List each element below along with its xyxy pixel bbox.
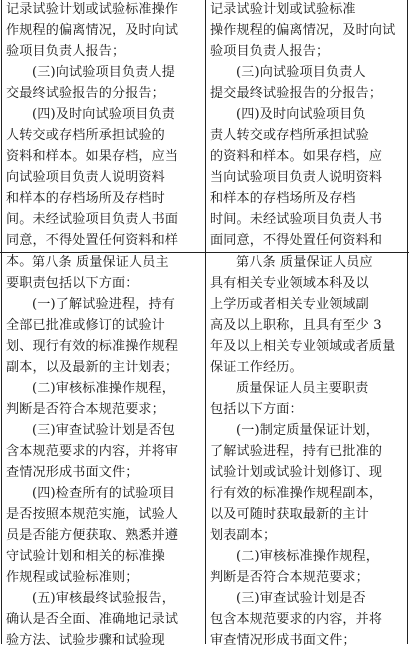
text-line: 面同意，不得处置任何资料和 — [210, 233, 383, 248]
text-line: 时间。未经试验项目负责人书 — [210, 212, 383, 227]
text-line: 查情况形成书面文件； — [6, 465, 139, 480]
text-line: 间。未经试验项目负责人书面 — [6, 212, 179, 227]
text-line: (四)检查所有的试验项目 — [32, 486, 175, 501]
text-line: (一)了解试验进程，持有 — [32, 297, 175, 312]
text-line: (三)审查试验计划是否 — [236, 591, 366, 606]
text-line: 本。 — [6, 254, 33, 269]
text-line: (二)审核标准操作规程， — [236, 549, 379, 564]
text-line: 是否按照本规范实施，试验人 — [6, 507, 179, 522]
left-bottom-cell — [6, 253, 204, 648]
text-line: 上学历或者相关专业领域副 — [210, 297, 369, 312]
article-heading: 第八条 质量保证人员应 — [236, 255, 373, 270]
text-line: 资料和样本。如果存档，应当 — [6, 149, 179, 164]
text-line: (三)向试验项目负责人提 — [32, 65, 175, 80]
text-line: 记录试验计划或试验标准 — [210, 2, 356, 17]
text-line: 确认是否全面、准确地记录试 — [6, 612, 179, 627]
text-line: 判断是否符合本规范要求； — [210, 570, 369, 585]
text-line: 含本规范要求的内容，并将审 — [6, 444, 179, 459]
text-line: 判断是否符合本规范要求； — [6, 402, 165, 417]
text-line: (四)及时向试验项目负责 — [32, 107, 175, 122]
text-line: 作规程的偏离情况，及时向试 — [6, 23, 179, 38]
text-line: 和样本的存档场所及存档时 — [6, 191, 165, 206]
text-line: 行有效的标准操作规程副本， — [210, 486, 383, 501]
text-line: 责人转交或存档所承担试验 — [210, 128, 369, 143]
text-line: 验项目负责人报告； — [210, 44, 330, 59]
text-line: 人转交或存档所承担试验的 — [6, 128, 165, 143]
text-line: 验方法、试验步骤和试验现 — [6, 633, 165, 648]
text-line: 作规程或试验标准则； — [6, 570, 139, 585]
column-divider — [205, 0, 206, 644]
text-line: 交最终试验报告的分报告； — [6, 86, 165, 101]
text-line: 了解试验进程，持有已批准的 — [210, 444, 383, 459]
text-line: 和样本的存档场所及存档 — [210, 191, 356, 206]
text-line: 要职责包括以下方面： — [6, 276, 139, 291]
table-border-left — [1, 0, 2, 644]
text-line: 全部已批准或修订的试验计 — [6, 318, 165, 333]
right-bottom-cell — [210, 253, 406, 648]
text-line: 操作规程的偏离情况，及时向试 — [210, 23, 396, 38]
text-line: 保证工作经历。 — [210, 360, 303, 375]
text-line: 的资料和样本。如果存档，应 — [210, 149, 383, 164]
text-line: 当向试验项目负责人说明资料 — [210, 170, 383, 185]
table-border-right — [407, 0, 408, 644]
text-line: 包括以下方面： — [210, 402, 303, 417]
text-line: 具有相关专业领域本科及以 — [210, 276, 369, 291]
text-line: 员是否能方便获取、熟悉并遵 — [6, 528, 179, 543]
text-line: (一)制定质量保证计划， — [236, 423, 379, 438]
article-heading: 第八条 质量保证人员主 — [32, 255, 169, 270]
text-line: (二)审核标准操作规程， — [32, 381, 175, 396]
text-line: (四)及时向试验项目负 — [236, 107, 366, 122]
text-line: 试验计划或试验计划修订、现 — [210, 465, 383, 480]
text-line: 划表副本； — [210, 528, 277, 543]
text-line: 副本，以及最新的主计划表； — [6, 360, 179, 375]
text-line: 提交最终试验报告的分报告； — [210, 86, 383, 101]
text-line: (五)审核最终试验报告， — [32, 591, 175, 606]
text-line: 年及以上相关专业领域或者质量 — [210, 339, 396, 354]
right-top-cell — [210, 0, 406, 252]
text-line: 记录试验计划或试验标准操作 — [6, 2, 179, 17]
text-line: 划、现行有效的标准操作规程 — [6, 339, 179, 354]
text-line: 包含本规范要求的内容，并将 — [210, 612, 383, 627]
text-line: (三)向试验项目负责人 — [236, 65, 366, 80]
text-line: 验项目负责人报告； — [6, 44, 126, 59]
text-line: 同意，不得处置任何资料和样 — [6, 233, 179, 248]
text-line: 向试验项目负责人说明资料 — [6, 170, 165, 185]
text-line: 高及以上职称，且具有至少 3 — [210, 318, 382, 333]
text-line: 守试验计划和相关的标准操 — [6, 549, 165, 564]
text-line: 质量保证人员主要职责 — [236, 381, 369, 396]
text-line: 以及可随时获取最新的主计 — [210, 507, 369, 522]
text-line: (三)审查试验计划是否包 — [32, 423, 175, 438]
text-line: 审查情况形成书面文件； — [210, 633, 356, 648]
